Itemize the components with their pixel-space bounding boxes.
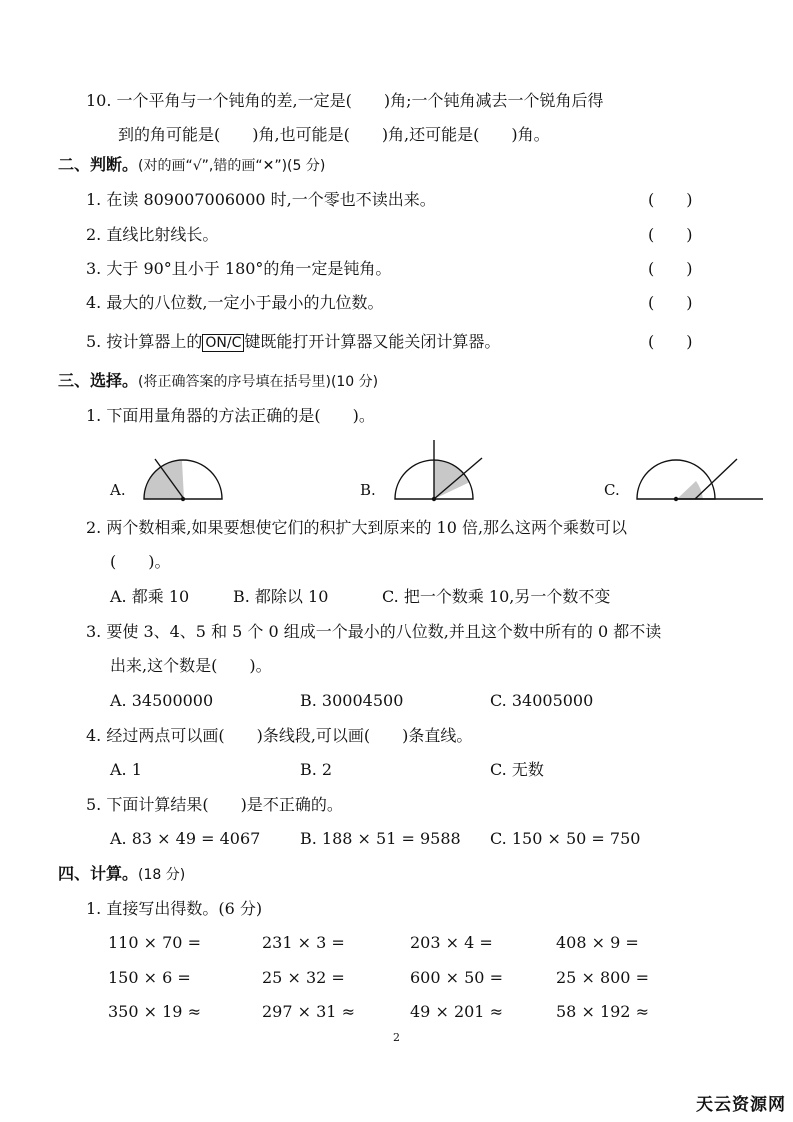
judge-item-4: 4. 最大的八位数,一定小于最小的九位数。: [86, 293, 384, 312]
judge-answer-bracket-1[interactable]: ( ): [648, 190, 693, 209]
choice-q2-option-b[interactable]: B. 都除以 10: [233, 587, 329, 606]
section4-title: 四、计算。: [58, 864, 139, 883]
choice-q2-line1: 2. 两个数相乘,如果要想使它们的积扩大到原来的 10 倍,那么这两个乘数可以: [86, 518, 628, 537]
judge-item-1: 1. 在读 809007006000 时,一个零也不读出来。: [86, 190, 436, 209]
choice-q5: 5. 下面计算结果( )是不正确的。: [86, 795, 343, 814]
q10-line2: 到的角可能是( )角,也可能是( )角,还可能是( )角。: [118, 125, 550, 144]
choice-q4-option-c[interactable]: C. 无数: [490, 760, 544, 779]
calc-item: 408 × 9 =: [556, 933, 639, 952]
protractor-figure-b: [390, 438, 490, 503]
section2-title: 二、判断。: [58, 155, 139, 174]
calc-q1: 1. 直接写出得数。(6 分): [86, 899, 263, 918]
choice-q2-line2: ( )。: [110, 552, 171, 571]
judge-item-2: 2. 直线比射线长。: [86, 225, 219, 244]
judge-answer-bracket-3[interactable]: ( ): [648, 259, 693, 278]
choice-q5-option-a[interactable]: A. 83 × 49 = 4067: [110, 829, 261, 848]
judge-item-5-before: 5. 按计算器上的: [86, 332, 203, 351]
figure-label-c[interactable]: C.: [604, 481, 620, 499]
calc-item: 297 × 31 ≈: [262, 1002, 355, 1021]
choice-q1: 1. 下面用量角器的方法正确的是( )。: [86, 406, 375, 425]
choice-q2-option-c[interactable]: C. 把一个数乘 10,另一个数不变: [382, 587, 611, 606]
judge-item-3: 3. 大于 90°且小于 180°的角一定是钝角。: [86, 259, 392, 278]
section2-note: (对的画“√”,错的画“✕”)(5 分): [138, 158, 326, 174]
calc-item: 110 × 70 =: [108, 933, 201, 952]
section4-heading: [58, 863, 185, 886]
section2-heading: [58, 154, 325, 177]
calc-item: 49 × 201 ≈: [410, 1002, 503, 1021]
choice-q4-option-a[interactable]: A. 1: [110, 760, 142, 779]
calc-item: 203 × 4 =: [410, 933, 493, 952]
calc-item: 58 × 192 ≈: [556, 1002, 649, 1021]
figure-label-a[interactable]: A.: [110, 481, 126, 499]
protractor-figure-a: [140, 455, 230, 503]
q10-line1: 10. 一个平角与一个钝角的差,一定是( )角;一个钝角减去一个锐角后得: [86, 91, 604, 110]
calc-item: 150 × 6 =: [108, 968, 191, 987]
watermark: 天云资源网: [696, 1095, 786, 1115]
calc-item: 600 × 50 =: [410, 968, 503, 987]
judge-item-5: [86, 331, 500, 354]
calc-item: 231 × 3 =: [262, 933, 345, 952]
judge-item-5-after: 键既能打开计算器又能关闭计算器。: [244, 332, 501, 351]
choice-q4: 4. 经过两点可以画( )条线段,可以画( )条直线。: [86, 726, 473, 745]
choice-q3-option-b[interactable]: B. 30004500: [300, 691, 404, 710]
calc-item: 25 × 32 =: [262, 968, 345, 987]
section3-title: 三、选择。: [58, 371, 139, 390]
choice-q3-option-c[interactable]: C. 34005000: [490, 691, 594, 710]
judge-answer-bracket-2[interactable]: ( ): [648, 225, 693, 244]
calc-item: 25 × 800 =: [556, 968, 649, 987]
choice-q3-line2: 出来,这个数是( )。: [110, 656, 272, 675]
section3-heading: [58, 370, 378, 393]
on-c-key: ON/C: [202, 334, 244, 352]
choice-q2-option-a[interactable]: A. 都乘 10: [110, 587, 190, 606]
figure-label-b[interactable]: B.: [360, 481, 376, 499]
calc-item: 350 × 19 ≈: [108, 1002, 201, 1021]
page-number: 2: [393, 1031, 400, 1044]
section4-note: (18 分): [138, 867, 186, 883]
judge-answer-bracket-4[interactable]: ( ): [648, 293, 693, 312]
section3-note: (将正确答案的序号填在括号里)(10 分): [138, 374, 379, 390]
choice-q3-option-a[interactable]: A. 34500000: [110, 691, 214, 710]
choice-q3-line1: 3. 要使 3、4、5 和 5 个 0 组成一个最小的八位数,并且这个数中所有的 0 都不读: [86, 622, 662, 641]
choice-q5-option-c[interactable]: C. 150 × 50 = 750: [490, 829, 641, 848]
judge-answer-bracket-5[interactable]: ( ): [648, 332, 693, 351]
choice-q4-option-b[interactable]: B. 2: [300, 760, 333, 779]
choice-q5-option-b[interactable]: B. 188 × 51 = 9588: [300, 829, 461, 848]
protractor-figure-c: [633, 455, 768, 503]
